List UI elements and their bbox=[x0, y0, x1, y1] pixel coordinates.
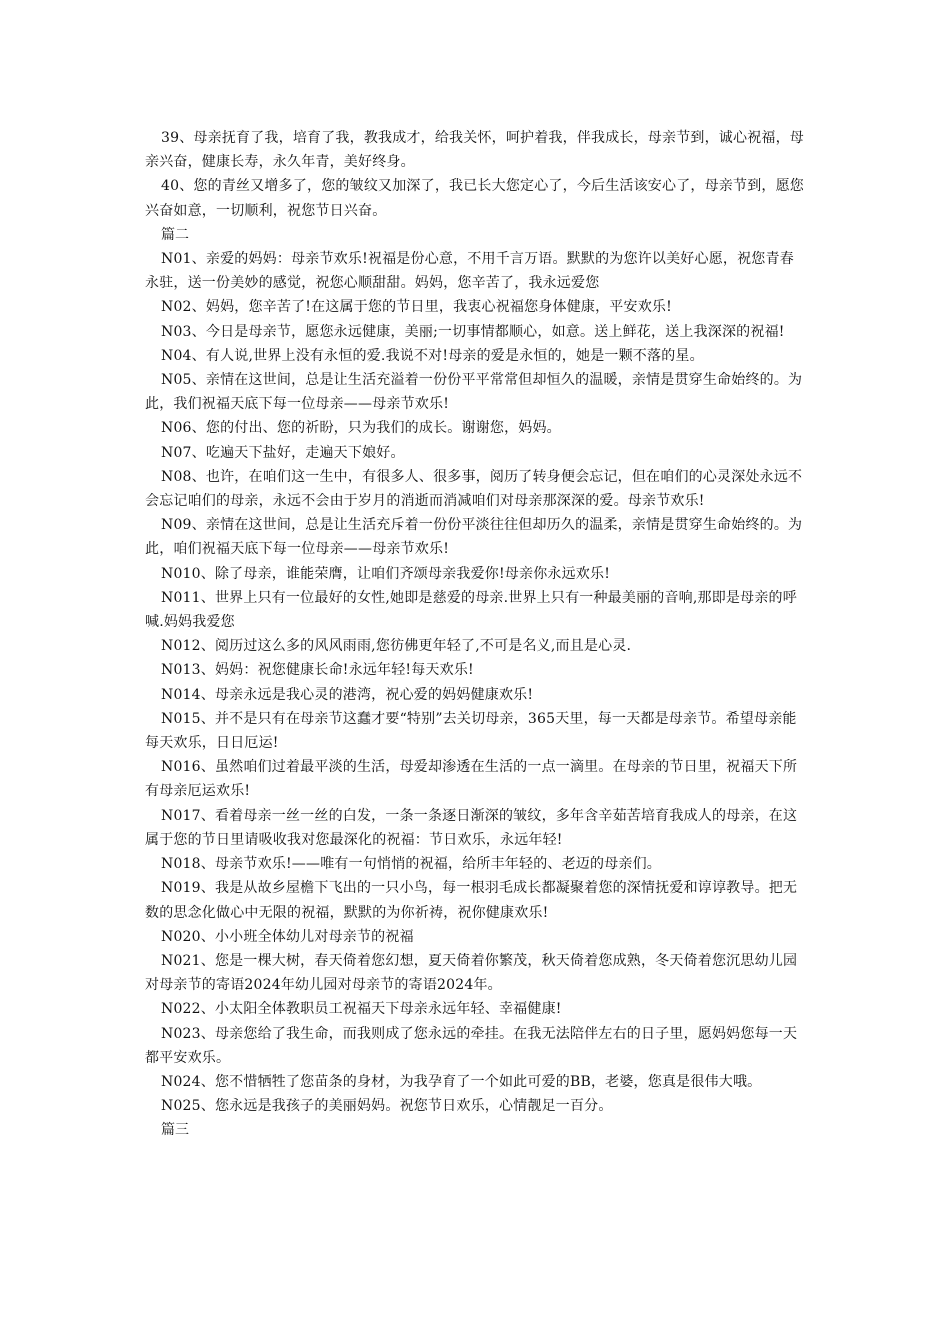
paragraph: N09、亲情在这世间，总是让生活充斥着一份份平淡往往但却历久的温柔，亲情是贯穿生命始终的。为此，咱们祝福天底下每一位母亲——母亲节欢乐! bbox=[145, 517, 803, 558]
paragraph: N018、母亲节欢乐!——唯有一句悄悄的祝福，给所丰年轻的、老迈的母亲们。 bbox=[161, 856, 661, 873]
paragraph: N013、妈妈：祝您健康长命!永远年轻!每天欢乐! bbox=[161, 662, 474, 679]
paragraph: N06、您的付出、您的祈盼，只为我们的成长。谢谢您，妈妈。 bbox=[161, 420, 561, 437]
document-body bbox=[145, 126, 805, 1143]
paragraph: N01、亲爱的妈妈：母亲节欢乐!祝福是份心意，不用千言万语。默默的为您许以美好心愿，祝您青春永驻，送一份美妙的感觉，祝您心顺甜甜。妈妈，您辛苦了，我永远爱您 bbox=[145, 251, 794, 292]
paragraph: N023、母亲您给了我生命，而我则成了您永远的牵挂。在我无法陪伴左右的日子里，愿妈妈您每一天都平安欢乐。 bbox=[145, 1025, 798, 1066]
paragraph: N04、有人说,世界上没有永恒的爱.我说不对!母亲的爱是永恒的，她是一颗不落的星。 bbox=[161, 347, 704, 364]
paragraph: N015、并不是只有在母亲节这蠢才要“特别”去关切母亲，365天里，每一天都是母亲节。希望母亲能每天欢乐，日日厄运! bbox=[145, 710, 797, 752]
paragraph: N02、妈妈，您辛苦了!在这属于您的节日里，我衷心祝福您身体健康，平安欢乐! bbox=[161, 299, 672, 316]
paragraph: N022、小太阳全体教职员工祝福天下母亲永远年轻、幸福健康! bbox=[161, 1001, 562, 1018]
paragraph: N020、小小班全体幼儿对母亲节的祝福 bbox=[161, 928, 414, 945]
paragraph: 39、母亲抚育了我，培育了我，教我成才，给我关怀，呵护着我，伴我成长，母亲节到，诚心祝福，母亲兴奋，健康长寿，永久年青，美好终身。 bbox=[145, 130, 805, 171]
paragraph: N05、亲情在这世间，总是让生活充溢着一份份平平常常但却恒久的温暖，亲情是贯穿生命始终的。为此，我们祝福天底下每一位母亲——母亲节欢乐! bbox=[145, 372, 803, 413]
paragraph: N011、世界上只有一位最好的女性,她即是慈爱的母亲.世界上只有一种最美丽的音响,那即是母亲的呼喊.妈妈我爱您 bbox=[145, 589, 797, 631]
paragraph: 40、您的青丝又增多了，您的皱纹又加深了，我已长大您定心了，今后生活该安心了，母亲节到，愿您兴奋如意，一切顺利，祝您节日兴奋。 bbox=[145, 178, 805, 219]
paragraph: N014、母亲永远是我心灵的港湾，祝心爱的妈妈健康欢乐! bbox=[161, 686, 534, 703]
section-heading: 篇二 bbox=[161, 226, 189, 243]
paragraph: N024、您不惜牺牲了您苗条的身材，为我孕育了一个如此可爱的BB，老婆，您真是很伟大哦。 bbox=[161, 1073, 762, 1090]
paragraph: N012、阅历过这么多的风风雨雨,您彷佛更年轻了,不可是名义,而且是心灵. bbox=[161, 638, 632, 655]
paragraph: N08、也许，在咱们这一生中，有很多人、很多事，阅历了转身便会忘记，但在咱们的心灵深处永远不会忘记咱们的母亲，永远不会由于岁月的消逝而消减咱们对母亲那深深的爱。母亲节欢乐! bbox=[145, 468, 803, 510]
paragraph: N016、虽然咱们过着最平淡的生活，母爱却渗透在生活的一点一滴里。在母亲的节日里，祝福天下所有母亲厄运欢乐! bbox=[145, 759, 798, 800]
section-heading: 篇三 bbox=[161, 1122, 189, 1139]
paragraph: N025、您永远是我孩子的美丽妈妈。祝您节日欢乐，心情靓足一百分。 bbox=[161, 1098, 613, 1115]
paragraph: N07、吃遍天下盐好，走遍天下娘好。 bbox=[161, 444, 405, 461]
paragraph: N03、今日是母亲节，愿您永远健康，美丽;一切事情都顺心，如意。送上鲜花，送上我深深的祝福! bbox=[161, 323, 785, 340]
paragraph: N021、您是一棵大树，春天倚着您幻想，夏天倚着你繁茂，秋天倚着您成熟，冬天倚着您沉思幼儿园对母亲节的寄语2024年幼儿园对母亲节的寄语2024年。 bbox=[145, 952, 798, 994]
paragraph: N017、看着母亲一丝一丝的白发，一条一条逐日渐深的皱纹，多年含辛茹苦培育我成人的母亲，在这属于您的节日里请吸收我对您最深化的祝福：节日欢乐，永远年轻! bbox=[145, 807, 798, 848]
paragraph: N019、我是从故乡屋檐下飞出的一只小鸟，每一根羽毛成长都凝聚着您的深情抚爱和谆谆教导。把无数的思念化做心中无限的祝福，默默的为你祈祷，祝你健康欢乐! bbox=[145, 880, 798, 921]
paragraph: N010、除了母亲，谁能荣膺，让咱们齐颂母亲我爱你!母亲你永远欢乐! bbox=[161, 565, 611, 582]
